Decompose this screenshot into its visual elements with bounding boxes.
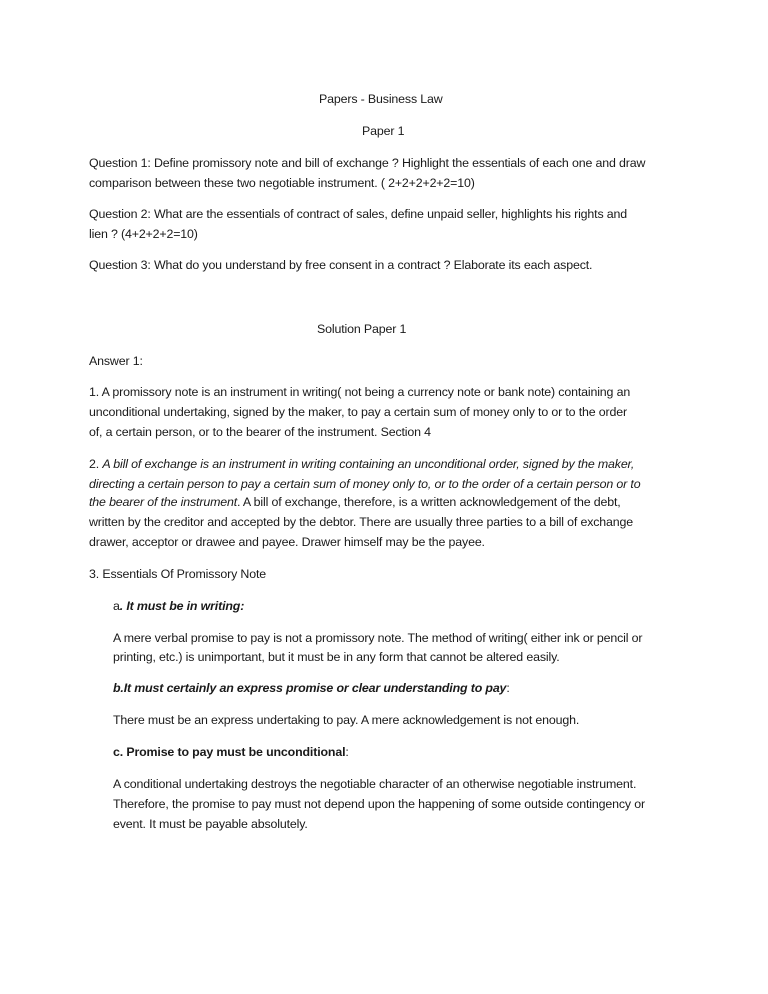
essential-a-body-2: printing, etc.) is unimportant, but it must be in any form that cannot be altered easily. (113, 650, 560, 664)
essential-c-title (113, 744, 349, 760)
para2-prefix: 2. (89, 457, 103, 471)
essential-b-title (113, 680, 510, 696)
paper-title: Papers - Business Law (319, 92, 443, 106)
essential-b-title-suffix: : (506, 681, 510, 695)
answer-label: Answer 1: (89, 354, 143, 368)
essentials-heading: 3. Essentials Of Promissory Note (89, 567, 266, 581)
answer-para2-line-4: written by the creditor and accepted by the debtor. There are usually three parties to a bill of exchange (89, 515, 634, 529)
essential-b-title-text: b.It must certainly an express promise or clear understanding to pay (113, 681, 507, 695)
answer-para1-line-2: unconditional undertaking, signed by the maker, to pay a certain sum of money only to or to the order (89, 405, 627, 419)
answer-para1-line-1: 1. A promissory note is an instrument in writing( not being a currency note or bank note) containing an (89, 385, 631, 399)
essential-c-body-2: Therefore, the promise to pay must not depend upon the happening of some outside contingency or (113, 797, 645, 811)
question-2-line-2: lien ? (4+2+2+2=10) (89, 227, 198, 241)
essential-c-body-3: event. It must be payable absolutely. (113, 817, 308, 831)
answer-para1-line-3: of, a certain person, or to the bearer of the instrument. Section 4 (89, 425, 431, 439)
essential-a-title-text: . It must be in writing: (119, 599, 245, 613)
paper-subtitle: Paper 1 (362, 124, 405, 138)
answer-para2-line-3 (89, 494, 621, 510)
essential-c-title-suffix: : (345, 745, 349, 759)
question-3-line-1: Question 3: What do you understand by free consent in a contract ? Elaborate its each aspect. (89, 258, 593, 272)
essential-c-title-text: c. Promise to pay must be unconditional (113, 745, 346, 759)
solution-heading: Solution Paper 1 (317, 322, 407, 336)
answer-para2-line-5: drawer, acceptor or drawee and payee. Drawer himself may be the payee. (89, 535, 485, 549)
essential-a-body-1: A mere verbal promise to pay is not a promissory note. The method of writing( either ink or pencil or (113, 631, 643, 645)
essential-b-body-1: There must be an express undertaking to pay. A mere acknowledgement is not enough. (113, 713, 580, 727)
para2-rest-3: . A bill of exchange, therefore, is a written acknowledgement of the debt, (237, 495, 621, 509)
question-2-line-1: Question 2: What are the essentials of contract of sales, define unpaid seller, highlights his rights and (89, 207, 628, 221)
essential-c-body-1: A conditional undertaking destroys the negotiable character of an otherwise negotiable instrument. (113, 777, 637, 791)
para2-italic-3: the bearer of the instrument (89, 495, 238, 509)
answer-para2-line-2: directing a certain person to pay a certain sum of money only to, or to the order of a certain person or to (89, 477, 641, 491)
para2-italic-1: A bill of exchange is an instrument in writing containing an unconditional order, signed by the maker, (102, 457, 635, 471)
question-1-line-2: comparison between these two negotiable instrument. ( 2+2+2+2+2=10) (89, 176, 475, 190)
essential-a-title (113, 598, 244, 614)
question-1-line-1: Question 1: Define promissory note and bill of exchange ? Highlight the essentials of each one and draw (89, 156, 646, 170)
answer-para2-line-1 (89, 456, 634, 472)
essential-a-letter: a (113, 599, 120, 613)
